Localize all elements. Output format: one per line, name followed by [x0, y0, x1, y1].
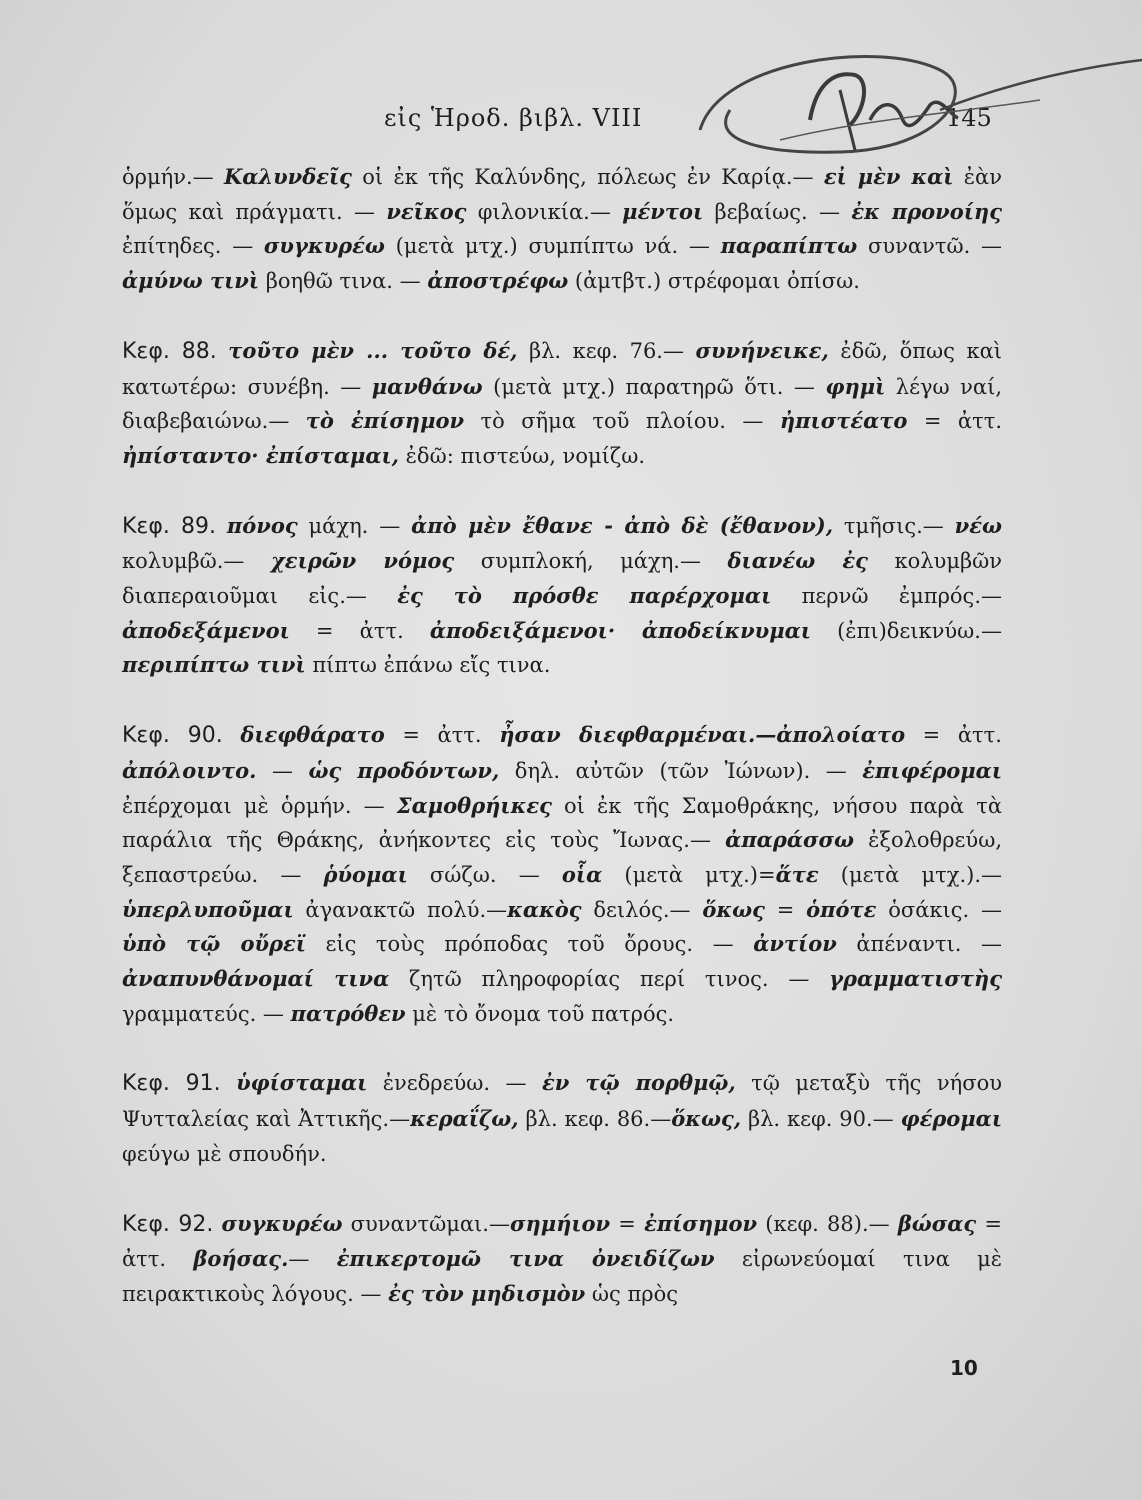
headword: ἀπὸ μὲν ἔθανε - ἀπὸ δὲ (ἔθανον), — [411, 512, 834, 538]
headword: φημὶ — [825, 373, 886, 399]
headword: ὅκως — [702, 896, 765, 922]
headword: σημήιον — [509, 1210, 611, 1236]
section-89: Κεφ. 89. πόνος μάχη. — ἀπὸ μὲν ἔθανε - ἀπὸ δὲ (ἔθανον), τμῆσις.— νέω κολυμβῶ.— χειρῶν νόμος συμπλοκή, μάχη.— διανέω ἐς κολυμβῶν διαπεραιοῦμαι εἰς.— ἐς τὸ πρόσθε παρέρχομαι περνῶ ἐμπρός.— ἀποδεξάμενοι = ἀττ. ἀποδειξάμενοι· ἀποδείκνυμαι (ἐπι)δεικνύω.— περιπίπτω τινὶ πίπτω ἐπάνω εἴς τινα. — [122, 512, 1003, 678]
headword: ἀπόλοιντο. — [122, 757, 257, 783]
headword: Σαμοθρήικες — [396, 792, 552, 818]
headword: ὡς προδόντων, — [308, 757, 500, 783]
intro-paragraph: ὁρμήν.— Καλυνδεῖς οἱ ἐκ τῆς Καλύνδης, πόλεως ἐν Καρίᾳ.— εἰ μὲν καὶ ἐὰν ὅμως καὶ πράγματι. — νεῖκος φιλονικία.— μέντοι βεβαίως. — ἐκ προνοίης ἐπίτηδες. — συγκυρέω (μετὰ μτχ.) συμπίπτω νά. — παραπίπτω συναντῶ. — ἀμύνω τινὶ βοηθῶ τινα. — ἀποστρέφω (ἀμτβτ.) στρέφομαι ὀπίσω. — [122, 164, 1002, 294]
headword: διανέω ἐς — [727, 548, 868, 574]
chapter-label: Κεφ. 91. — [122, 1071, 221, 1097]
headword: ῥύομαι — [323, 861, 408, 887]
headword: περιπίπτω τινὶ — [122, 652, 306, 678]
headword: ἠπιστέατο — [779, 408, 908, 434]
commentary-body — [122, 160, 1002, 1312]
headword: συνήνεικε, — [695, 337, 829, 363]
headword: βώσας — [897, 1210, 977, 1236]
headword: ἀντίον — [753, 931, 837, 957]
headword: Καλυνδεῖς — [223, 164, 352, 189]
headword: συγκυρέω — [221, 1210, 343, 1236]
headword: ὅκως, — [671, 1106, 742, 1132]
headword: οἷα — [561, 861, 603, 887]
header-title: εἰς Ἡροδ. βιβλ. VIII — [384, 104, 643, 132]
headword: παραπίπτω — [720, 233, 858, 259]
running-header — [384, 104, 642, 132]
headword: ἐπιφέρομαι — [862, 757, 1002, 783]
headword: πατρόθεν — [290, 1000, 406, 1026]
headword: τὸ ἐπίσημον — [305, 408, 465, 434]
headword: ἅτε — [775, 861, 819, 887]
headword: βοήσας. — [193, 1246, 289, 1272]
headword: ἐκ προνοίης — [851, 198, 1002, 224]
headword: ἀποστρέφω — [427, 268, 569, 294]
headword: ἀπαράσσω — [725, 827, 854, 853]
headword: ἐπικερτομῶ τινα ὀνειδίζων — [336, 1246, 715, 1272]
headword: ἐν τῷ πορθμῷ, — [542, 1070, 736, 1096]
page-number: 145 — [946, 104, 992, 132]
headword: ἀποδεξάμενοι — [122, 617, 290, 643]
headword: ἀποδειξάμενοι· ἀποδείκνυμαι — [429, 617, 811, 643]
headword: ὑφίσταμαι — [236, 1070, 368, 1096]
chapter-label: Κεφ. 92. — [122, 1211, 214, 1237]
headword: χειρῶν νόμος — [270, 548, 455, 574]
headword: ὁπότε — [806, 896, 877, 922]
chapter-label: Κεφ. 88. — [122, 338, 217, 364]
headword: πόνος — [226, 512, 298, 538]
chapter-label: Κεφ. 90. — [122, 723, 223, 749]
headword: ὑπὸ τῷ οὔρεϊ — [122, 931, 306, 957]
headword: κεραΐζω, — [410, 1106, 519, 1132]
headword: ἀναπυνθάνομαί τινα — [122, 966, 390, 992]
headword: νεῖκος — [386, 198, 467, 224]
section-90: Κεφ. 90. διεφθάρατο = ἀττ. ἦσαν διεφθαρμέναι.—ἀπολοίατο = ἀττ. ἀπόλοιντο. — ὡς προδόντων, δηλ. αὐτῶν (τῶν Ἰώνων). — ἐπιφέρομαι ἐπέρχομαι μὲ ὁρμήν. — Σαμοθρήικες οἱ ἐκ τῆς Σαμοθράκης, νήσου παρὰ τὰ παράλια τῆς Θράκης, ἀνήκοντες εἰς τοὺς Ἴωνας.— ἀπαράσσω ἐξολοθρεύω, ξεπαστρεύω. — ῥύομαι σώζω. — οἷα (μετὰ μτχ.)=ἅτε (μετὰ μτχ.).—ὑπερλυποῦμαι ἀγανακτῶ πολύ.—κακὸς δειλός.— ὅκως = ὁπότε ὁσάκις. — ὑπὸ τῷ οὔρεϊ εἰς τοὺς πρόποδας τοῦ ὄρους. — ἀντίον ἀπέναντι. — ἀναπυνθάνομαί τινα ζητῶ πληροφορίας περί τινος. — γραμματιστὴς γραμματεύς. — πατρόθεν μὲ τὸ ὄνομα τοῦ πατρός. — [122, 722, 1003, 1026]
headword: τοῦτο μὲν ... τοῦτο δέ, — [228, 337, 518, 363]
headword: ἐς τὸ πρόσθε παρέρχομαι — [397, 583, 772, 609]
signature-mark: 10 — [950, 1356, 978, 1380]
section-92: Κεφ. 92. συγκυρέω συναντῶμαι.—σημήιον = ἐπίσημον (κεφ. 88).— βώσας = ἀττ. βοήσας.— ἐπικερτομῶ τινα ὀνειδίζων εἰρωνεύομαί τινα μὲ πειρακτικοὺς λόγους. — ἐς τὸν μηδισμὸν ὡς πρὸς — [122, 1210, 1002, 1306]
headword: ὑπερλυποῦμαι — [122, 896, 294, 922]
headword: ἐπίσημον — [644, 1210, 758, 1236]
headword: νέω — [954, 512, 1002, 538]
headword: μανθάνω — [371, 373, 483, 399]
headword: συγκυρέω — [263, 233, 385, 259]
section-91: Κεφ. 91. ὑφίσταμαι ἐνεδρεύω. — ἐν τῷ πορθμῷ, τῷ μεταξὺ τῆς νήσου Ψυτταλείας καὶ Ἀττικῆς.—κεραΐζω, βλ. κεφ. 86.—ὅκως, βλ. κεφ. 90.— φέρομαι φεύγω μὲ σπουδήν. — [122, 1070, 1002, 1166]
headword: εἰ μὲν καὶ — [823, 164, 954, 189]
headword: κακὸς — [507, 896, 582, 922]
headword: ἦσαν διεφθαρμέναι.—ἀπολοίατο — [499, 722, 906, 748]
section-88: Κεφ. 88. τοῦτο μὲν ... τοῦτο δέ, βλ. κεφ. 76.— συνήνεικε, ἐδῶ, ὅπως καὶ κατωτέρω: συνέβη. — μανθάνω (μετὰ μτχ.) παρατηρῶ ὅτι. — φημὶ λέγω ναί, διαβεβαιώνω.— τὸ ἐπίσημον τὸ σῆμα τοῦ πλοίου. — ἠπιστέατο = ἀττ. ἠπίσταντο· ἐπίσταμαι, ἐδῶ: πιστεύω, νομίζω. — [122, 337, 1003, 468]
headword: διεφθάρατο — [240, 722, 385, 748]
headword: ἀμύνω τινὶ — [122, 268, 260, 294]
headword: ἐς τὸν μηδισμὸν — [388, 1280, 586, 1306]
handwritten-signature-icon — [640, 0, 1142, 175]
headword: γραμματιστὴς — [829, 966, 1002, 992]
headword: φέρομαι — [900, 1106, 1002, 1132]
headword: μέντοι — [622, 198, 704, 224]
headword: ἠπίσταντο· ἐπίσταμαι, — [122, 442, 399, 468]
chapter-label: Κεφ. 89. — [122, 513, 217, 539]
